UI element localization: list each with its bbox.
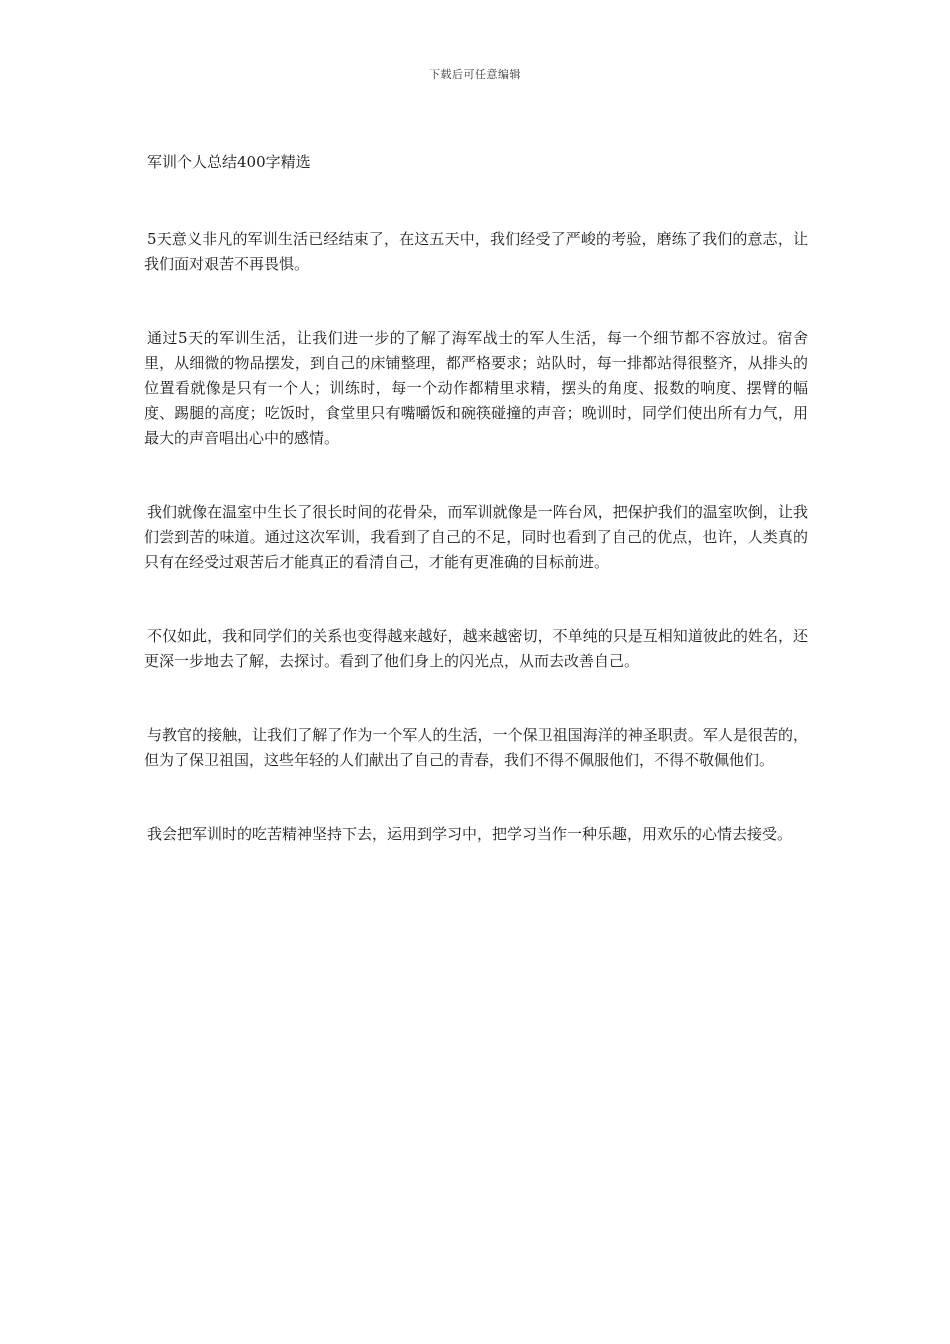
paragraph: 5天意义非凡的军训生活已经结束了，在这五天中，我们经受了严峻的考验，磨练了我们的意志，让我们面对艰苦不再畏惧。 bbox=[144, 230, 808, 273]
paragraph: 我们就像在温室中生长了很长时间的花骨朵，而军训就像是一阵台风，把保护我们的温室吹倒，让我们尝到苦的味道。通过这次军训，我看到了自己的不足，同时也看到了自己的优点，也许，人类真的只有在经受过艰苦后才能真正的看清自己，才能有更准确的目标前进。 bbox=[144, 503, 808, 571]
document-body bbox=[144, 150, 808, 896]
paragraph: 与教官的接触，让我们了解了作为一个军人的生活，一个保卫祖国海洋的神圣职责。军人是很苦的，但为了保卫祖国，这些年轻的人们献出了自己的青春，我们不得不佩服他们，不得不敬佩他们。 bbox=[144, 726, 808, 769]
page-header-note: 下载后可任意编辑 bbox=[429, 68, 521, 81]
paragraph: 我会把军训时的吃苦精神坚持下去，运用到学习中，把学习当作一种乐趣，用欢乐的心情去接受。 bbox=[147, 825, 793, 843]
paragraph: 通过5天的军训生活，让我们进一步的了解了海军战士的军人生活，每一个细节都不容放过。宿舍里，从细微的物品摆发，到自己的床铺整理，都严格要求；站队时，每一排都站得很整齐，从排头的位置看就像是只有一个人；训练时，每一个动作都精里求精，摆头的角度、报数的响度、摆臂的幅度、踢腿的高度；吃饭时，食堂里只有嘴嚼饭和碗筷碰撞的声音；晚训时，同学们使出所有力气，用最大的声音唱出心中的感情。 bbox=[144, 329, 808, 447]
document-title: 军训个人总结400字精选 bbox=[147, 153, 311, 171]
paragraph: 不仅如此，我和同学们的关系也变得越来越好，越来越密切，不单纯的只是互相知道彼此的姓名，还更深一步地去了解，去探讨。看到了他们身上的闪光点，从而去改善自己。 bbox=[144, 627, 808, 670]
